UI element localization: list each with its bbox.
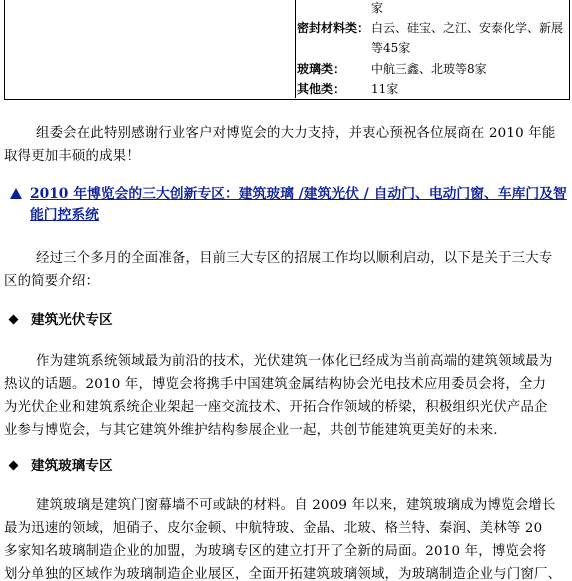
table-cell-label: 其他类：: [297, 82, 346, 96]
diamond-bullet-icon: [9, 315, 19, 325]
feature-heading-line: 能门控系统: [30, 207, 99, 223]
glass-paragraph: [4, 494, 568, 581]
section-heading-text: 建筑光伏专区: [31, 312, 113, 328]
diamond-bullet-icon: [9, 461, 19, 471]
paragraph-line: 热议的话题。2010 年，博览会将携手中国建筑金属结构协会光电技术应用委员会将，全力: [4, 377, 547, 392]
paragraph-line: 作为建筑系统领域最为前沿的技术，光伏建筑一体化已经成为当前高端的建筑领域最为: [36, 354, 553, 369]
paragraph-line: 业参与博览会，与其它建筑外维护结构参展企业一起，共创节能建筑更美好的未来.: [4, 423, 498, 438]
feature-heading: [10, 184, 566, 226]
paragraph-line: 最为迅速的领域，旭硝子、皮尔金顿、中航特玻、金晶、北玻、格兰特、秦润、美林等 20: [4, 521, 543, 536]
feature-heading-line: 2010 年博览会的三大创新专区：建筑玻璃 /建筑光伏 / 自动门、电动门窗、车库门及智: [30, 186, 567, 202]
triangle-bullet-icon: [10, 188, 22, 199]
paragraph-line: 经过三个多月的全面准备，目前三大专区的招展工作均以顺利启动，以下是关于三大专: [36, 251, 553, 266]
paragraph-line: 为光伏企业和建筑系统企业架起一座交流技术、开拓合作领域的桥梁，积极组织光伏产品企: [4, 400, 548, 415]
table-cell-value: 家: [371, 1, 384, 15]
table-cell-label: 密封材料类：: [297, 21, 370, 35]
section-heading-glass: [10, 456, 113, 476]
paragraph-line: 划分单独的区域作为玻璃制造企业展区，全面开拓建筑玻璃领域，为玻璃制造企业与门窗厂、: [4, 567, 562, 581]
material-table: [4, 0, 570, 100]
paragraph-line: 区的简要介绍：: [4, 274, 100, 289]
table-column-divider: [295, 0, 296, 98]
table-cell-value: 等45家: [371, 41, 411, 55]
section-heading-text: 建筑玻璃专区: [31, 458, 113, 474]
section-heading-pv: [10, 310, 113, 330]
paragraph-line: 多家知名玻璃制造企业的加盟，为玻璃专区的建立打开了全新的局面。2010 年，博览会将: [4, 544, 547, 559]
paragraph-line: 建筑玻璃是建筑门窗幕墙不可或缺的材料。自 2009 年以来，建筑玻璃成为博览会增长: [36, 498, 556, 513]
table-cell-value: 白云、硅宝、之江、安泰化学、新展: [371, 21, 564, 35]
table-cell-label: 玻璃类：: [297, 62, 346, 76]
thanks-paragraph: [4, 122, 568, 168]
pv-paragraph: [4, 350, 568, 442]
paragraph-line: 取得更加丰硕的成果！: [4, 149, 140, 164]
table-cell-value: 中航三鑫、北玻等8家: [371, 62, 487, 76]
intro-paragraph: [4, 247, 568, 293]
paragraph-line: 组委会在此特别感谢行业客户对博览会的大力支持，并衷心预祝各位展商在 2010 年能: [36, 126, 556, 141]
table-cell-value: 11家: [371, 82, 399, 96]
